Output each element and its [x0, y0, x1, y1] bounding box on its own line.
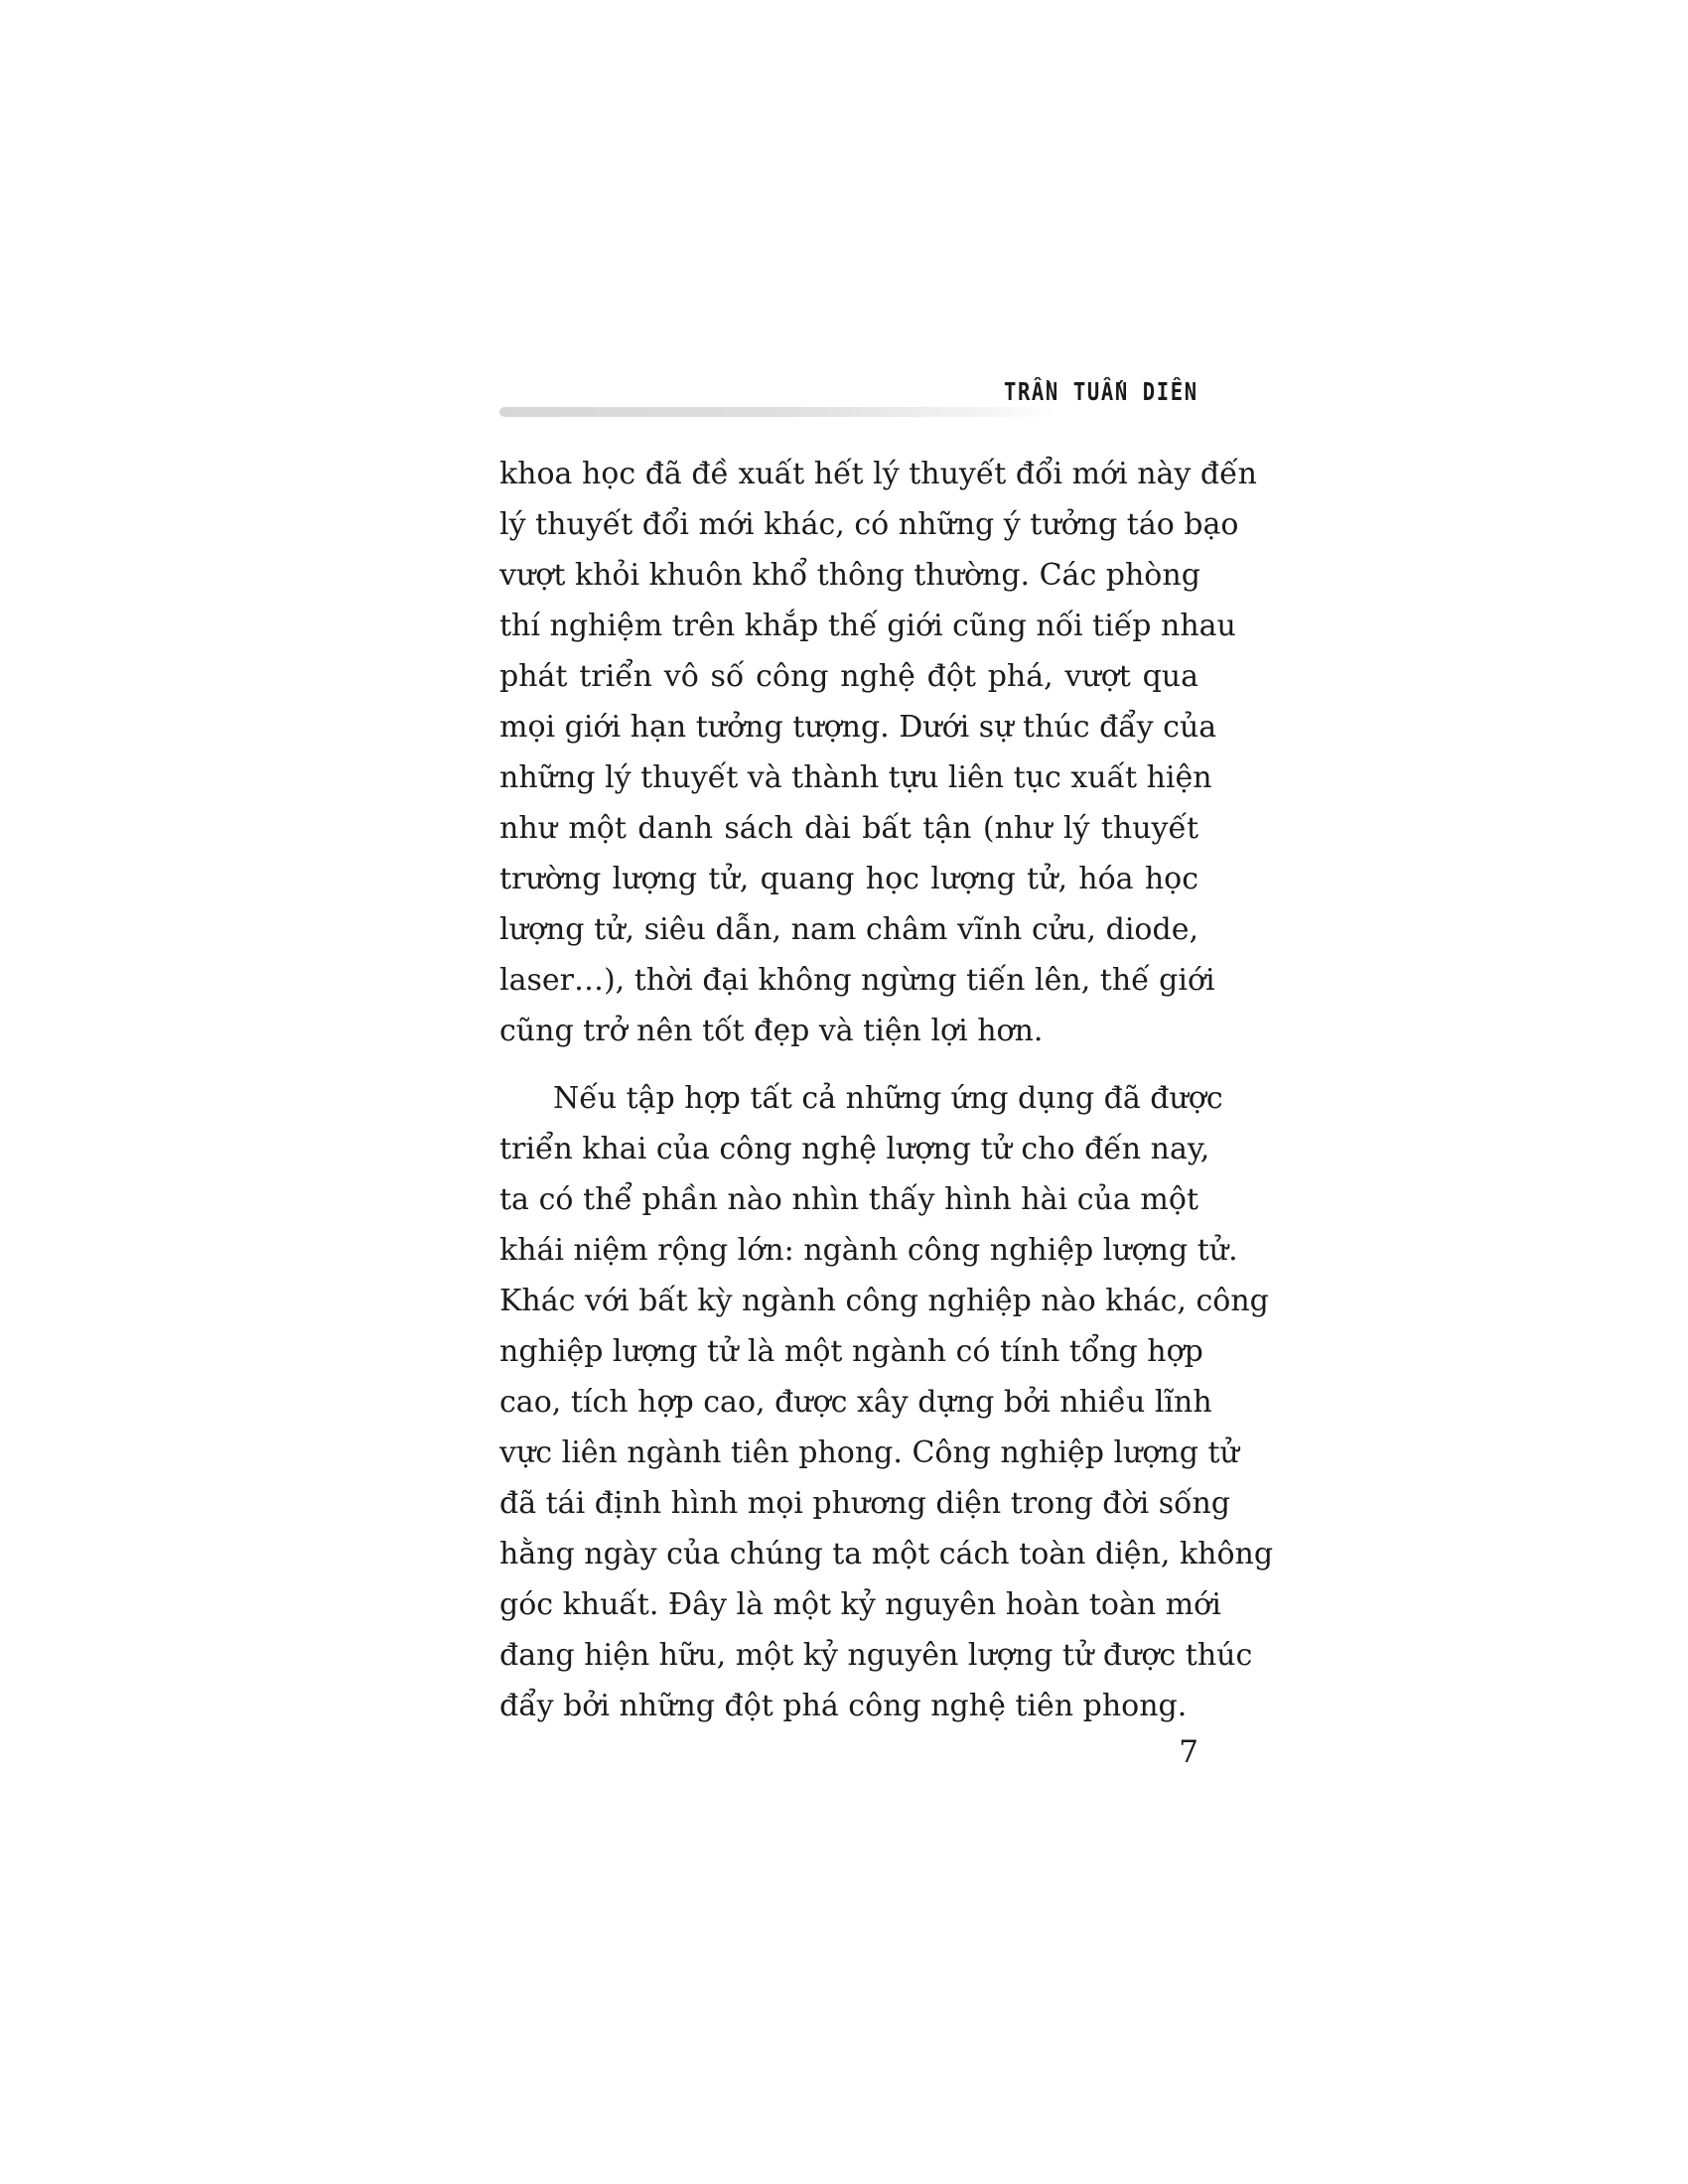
text-line: đang hiện hữu, một kỷ nguyên lượng tử được thúc	[499, 1638, 1253, 1673]
text-line: đẩy bởi những đột phá công nghệ tiên phong.	[499, 1689, 1188, 1723]
running-header	[499, 377, 1198, 417]
text-line: triển khai của công nghệ lượng tử cho đến nay,	[499, 1132, 1210, 1166]
text-line: vượt khỏi khuôn khổ thông thường. Các phòng	[499, 558, 1200, 593]
text-line: Nếu tập hợp tất cả những ứng dụng đã được	[553, 1081, 1223, 1116]
text-line: góc khuất. Đây là một kỷ nguyên hoàn toàn mới	[499, 1587, 1221, 1622]
text-line: hằng ngày của chúng ta một cách toàn diện, không	[499, 1537, 1274, 1571]
text-line: khái niệm rộng lớn: ngành công nghiệp lượng tử.	[499, 1233, 1238, 1268]
header-rule	[499, 407, 1055, 417]
text-line: cao, tích hợp cao, được xây dựng bởi nhiều lĩnh	[499, 1385, 1212, 1420]
text-line: lý thuyết đổi mới khác, có những ý tưởng táo bạo	[499, 507, 1239, 542]
paragraph-2	[499, 1073, 1274, 1731]
text-line: mọi giới hạn tưởng tượng. Dưới sự thúc đẩy của	[499, 710, 1217, 745]
text-line: đã tái định hình mọi phương diện trong đời sống	[499, 1486, 1230, 1521]
author-name: TRẦN TUẤN DIÊN	[1004, 377, 1198, 406]
text-line: vực liên ngành tiên phong. Công nghiệp lượng tử	[499, 1435, 1239, 1470]
text-line: ta có thể phần nào nhìn thấy hình hài của một	[499, 1182, 1198, 1217]
text-line: phát triển vô số công nghệ đột phá, vượt qua	[499, 659, 1198, 694]
text-line: những lý thuyết và thành tựu liên tục xuất hiện	[499, 760, 1212, 795]
text-line: laser…), thời đại không ngừng tiến lên, thế giới	[499, 963, 1215, 998]
text-line: nghiệp lượng tử là một ngành có tính tổng hợp	[499, 1334, 1203, 1369]
text-line: trường lượng tử, quang học lượng tử, hóa học	[499, 862, 1198, 896]
text-line: cũng trở nên tốt đẹp và tiện lợi hơn.	[499, 1014, 1044, 1048]
paragraph-1	[499, 449, 1257, 1056]
body-text	[499, 449, 1274, 1731]
text-line: thí nghiệm trên khắp thế giới cũng nối tiếp nhau	[499, 609, 1236, 643]
page-number: 7	[1179, 1734, 1198, 1770]
text-line: khoa học đã đề xuất hết lý thuyết đổi mới này đến	[499, 457, 1257, 491]
text-line: như một danh sách dài bất tận (như lý thuyết	[499, 811, 1198, 846]
text-line: lượng tử, siêu dẫn, nam châm vĩnh cửu, diode,	[499, 912, 1198, 947]
text-line: Khác với bất kỳ ngành công nghiệp nào khác, công	[499, 1284, 1269, 1318]
